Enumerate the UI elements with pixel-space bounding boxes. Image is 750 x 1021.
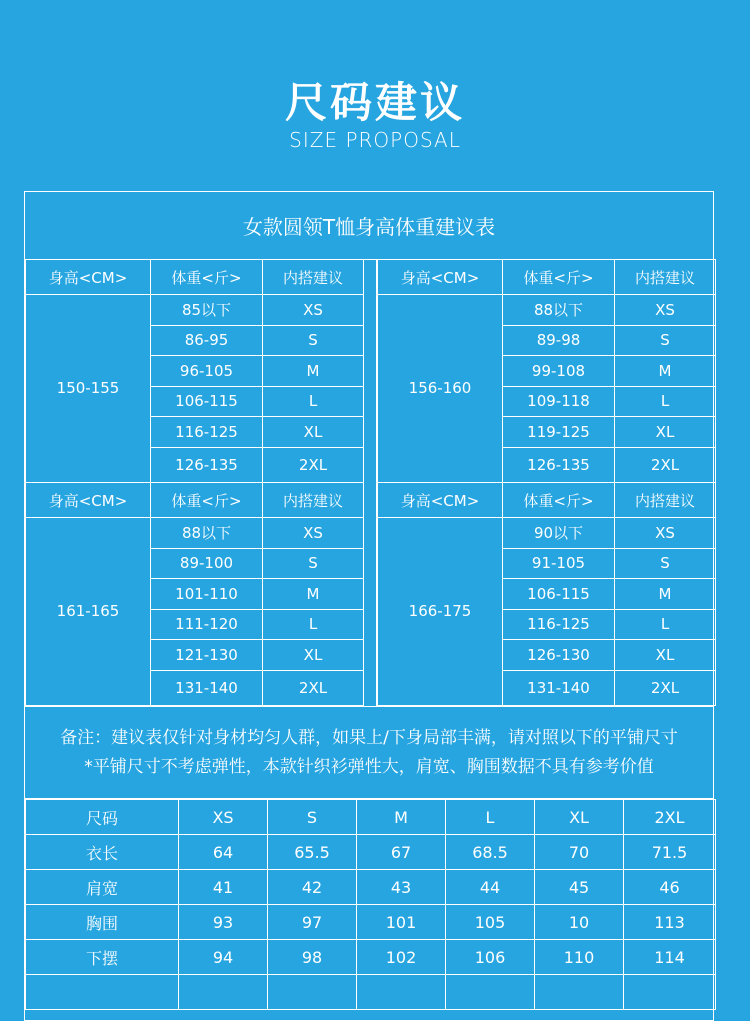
size-cell: 2XL (263, 447, 364, 482)
measurement-header-cell: XS (179, 800, 268, 835)
size-cell: M (263, 579, 364, 610)
height-range-cell: 161-165 (26, 518, 151, 706)
weight-cell: 86-95 (151, 325, 263, 356)
weight-cell: 131-140 (503, 670, 615, 705)
weight-table-g1 (377, 259, 716, 483)
measurement-value-cell: 105 (446, 905, 535, 940)
size-cell: XS (615, 518, 716, 549)
weight-cell: 109-118 (503, 386, 615, 417)
weight-cell: 88以下 (503, 295, 615, 326)
size-cell: L (263, 609, 364, 640)
measurement-header-cell: 尺码 (26, 800, 179, 835)
measurement-value-cell: 68.5 (446, 835, 535, 870)
measurement-value-cell: 46 (624, 870, 716, 905)
note-line-2: *平铺尺寸不考虑弹性，本款针织衫弹性大，肩宽、胸围数据不具有参考价值 (84, 757, 654, 777)
measurement-value-cell (179, 975, 268, 1010)
weight-cell: 116-125 (151, 417, 263, 448)
measurement-value-cell (357, 975, 446, 1010)
column-header: 体重<斤> (151, 260, 263, 295)
measurement-row (26, 870, 716, 905)
column-header: 身高<CM> (26, 483, 151, 518)
measurement-row (26, 940, 716, 975)
height-range-cell: 166-175 (378, 518, 503, 706)
measurement-label-cell: 胸围 (26, 905, 179, 940)
size-cell: XL (263, 640, 364, 671)
note-line-1: 备注：建议表仅针对身材均匀人群，如果上/下身局部丰满，请对照以下的平铺尺寸 (60, 728, 678, 748)
measurement-label-cell: 衣长 (26, 835, 179, 870)
measurement-value-cell: 65.5 (268, 835, 357, 870)
measurement-header-cell: 2XL (624, 800, 716, 835)
height-range-cell: 150-155 (26, 295, 151, 483)
measurement-header-cell: XL (535, 800, 624, 835)
measurement-value-cell: 93 (179, 905, 268, 940)
size-chart-panel (24, 191, 714, 1021)
size-cell: XL (615, 640, 716, 671)
size-cell: S (615, 325, 716, 356)
measurement-value-cell: 10 (535, 905, 624, 940)
measurement-value-cell: 42 (268, 870, 357, 905)
measurement-value-cell: 110 (535, 940, 624, 975)
column-header: 内搭建议 (615, 483, 716, 518)
column-header: 体重<斤> (151, 483, 263, 518)
measurement-row (26, 905, 716, 940)
table-header-row (378, 260, 716, 295)
weight-cell: 131-140 (151, 670, 263, 705)
size-cell: XS (615, 295, 716, 326)
measurement-value-cell (535, 975, 624, 1010)
size-cell: S (263, 548, 364, 579)
size-cell: 2XL (263, 670, 364, 705)
weight-table-g2 (25, 482, 364, 706)
measurement-value-cell: 67 (357, 835, 446, 870)
column-header: 身高<CM> (26, 260, 151, 295)
size-cell: S (615, 548, 716, 579)
measurement-value-cell: 98 (268, 940, 357, 975)
column-header: 内搭建议 (263, 260, 364, 295)
size-cell: 2XL (615, 447, 716, 482)
size-cell: S (263, 325, 364, 356)
table-header-row (378, 483, 716, 518)
column-header: 内搭建议 (263, 483, 364, 518)
table-row (378, 518, 716, 549)
weight-cell: 126-135 (503, 447, 615, 482)
weight-cell: 126-135 (151, 447, 263, 482)
weight-cell: 106-115 (503, 579, 615, 610)
weight-cell: 90以下 (503, 518, 615, 549)
column-header: 体重<斤> (503, 260, 615, 295)
measurement-value-cell: 70 (535, 835, 624, 870)
weight-cell: 119-125 (503, 417, 615, 448)
measurement-value-cell (624, 975, 716, 1010)
table-gap (363, 259, 377, 483)
column-header: 身高<CM> (378, 483, 503, 518)
size-cell: XS (263, 295, 364, 326)
size-cell: XL (263, 417, 364, 448)
weight-cell: 89-98 (503, 325, 615, 356)
table-gap (363, 482, 377, 706)
measurement-header-cell: M (357, 800, 446, 835)
measurement-value-cell: 106 (446, 940, 535, 975)
page-subtitle: SIZE PROPOSAL (289, 128, 461, 152)
measurement-value-cell: 102 (357, 940, 446, 975)
table-header-row (26, 483, 364, 518)
table-row (26, 295, 364, 326)
measurement-value-cell (268, 975, 357, 1010)
weight-table-g3 (377, 482, 716, 706)
column-header: 内搭建议 (615, 260, 716, 295)
size-cell: XL (615, 417, 716, 448)
size-cell: M (615, 579, 716, 610)
measurement-row (26, 975, 716, 1010)
weight-cell: 116-125 (503, 609, 615, 640)
measurement-value-cell (26, 975, 179, 1010)
measurement-value-cell: 71.5 (624, 835, 716, 870)
column-header: 身高<CM> (378, 260, 503, 295)
measurement-value-cell: 101 (357, 905, 446, 940)
measurement-row (26, 835, 716, 870)
note-section (25, 706, 713, 799)
size-cell: L (615, 609, 716, 640)
size-cell: M (263, 356, 364, 387)
page-title: 尺码建议 (284, 78, 465, 127)
column-header: 体重<斤> (503, 483, 615, 518)
weight-cell: 106-115 (151, 386, 263, 417)
size-cell: XS (263, 518, 364, 549)
measurement-value-cell: 64 (179, 835, 268, 870)
measurement-value-cell: 97 (268, 905, 357, 940)
weight-cell: 96-105 (151, 356, 263, 387)
measurement-header-cell: L (446, 800, 535, 835)
weight-cell: 111-120 (151, 609, 263, 640)
height-range-cell: 156-160 (378, 295, 503, 483)
measurement-header-cell: S (268, 800, 357, 835)
measurement-value-cell: 44 (446, 870, 535, 905)
weight-cell: 121-130 (151, 640, 263, 671)
measurement-header-row (26, 800, 716, 835)
weight-table-g0 (25, 259, 364, 483)
weight-cell: 99-108 (503, 356, 615, 387)
table-header-row (26, 260, 364, 295)
weight-cell: 91-105 (503, 548, 615, 579)
measurement-value-cell: 45 (535, 870, 624, 905)
size-cell: M (615, 356, 716, 387)
size-cell: 2XL (615, 670, 716, 705)
weight-cell: 101-110 (151, 579, 263, 610)
table-row (378, 295, 716, 326)
measurement-value-cell (446, 975, 535, 1010)
size-cell: L (263, 386, 364, 417)
weight-cell: 89-100 (151, 548, 263, 579)
measurement-label-cell: 肩宽 (26, 870, 179, 905)
size-cell: L (615, 386, 716, 417)
measurement-table (25, 799, 715, 1010)
weight-cell: 126-130 (503, 640, 615, 671)
weight-cell: 88以下 (151, 518, 263, 549)
measurement-value-cell: 94 (179, 940, 268, 975)
measurement-value-cell: 114 (624, 940, 716, 975)
measurement-value-cell: 41 (179, 870, 268, 905)
measurement-value-cell: 113 (624, 905, 716, 940)
size-table-title: 女款圆领T恤身高体重建议表 (25, 192, 713, 260)
measurement-value-cell: 43 (357, 870, 446, 905)
measurement-label-cell: 下摆 (26, 940, 179, 975)
weight-cell: 85以下 (151, 295, 263, 326)
table-row (26, 518, 364, 549)
